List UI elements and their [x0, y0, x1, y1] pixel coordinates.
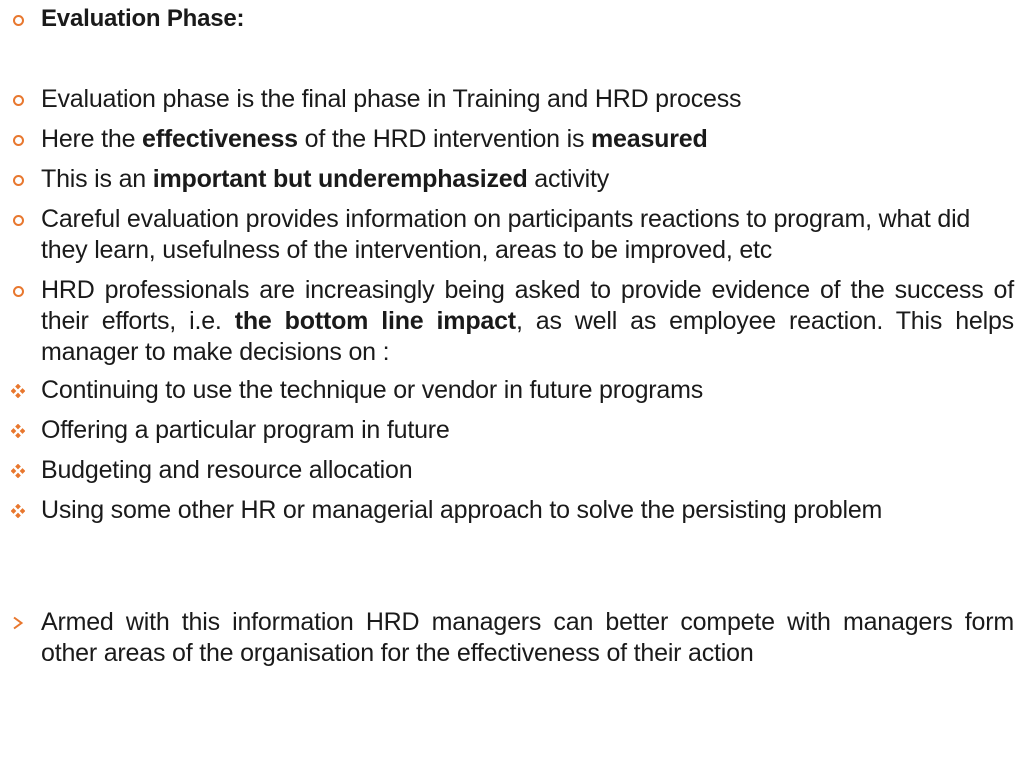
- conclusion-text: Armed with this information HRD managers can better compete with managers form other areas of the organisation for the effectiveness of their action: [41, 608, 1014, 667]
- bullet-text-part: activity: [527, 165, 610, 193]
- circle-bullet-icon: [10, 12, 26, 28]
- bullet-text: Evaluation phase is the final phase in Training and HRD process: [41, 85, 742, 113]
- section-heading: Evaluation Phase:: [41, 5, 245, 32]
- emphasis-measured: measured: [591, 125, 708, 153]
- bullet-text-part: HRD professionals are increasingly being asked to provide evidence of the success of their efforts, i.e.: [41, 276, 1014, 335]
- bullet-text: Careful evaluation provides information on participants reactions to program, what did they learn, usefulness of the intervention, areas to be improved, etc: [41, 205, 971, 264]
- diamond-bullet-icon: [10, 503, 26, 519]
- bullet-text-part: Here the: [41, 125, 143, 153]
- diamond-bullet-icon: [10, 423, 26, 439]
- bullet-text: [41, 275, 1014, 368]
- diamond-bullet-icon: [10, 383, 26, 399]
- diamond-bullet-icon: [10, 463, 26, 479]
- bullet-text-part: This is an: [41, 165, 153, 193]
- sub-bullet-text: Offering a particular program in future: [41, 416, 450, 444]
- circle-bullet-icon: [10, 92, 26, 108]
- arrow-bullet-icon: [10, 615, 26, 631]
- bullet-text: [41, 164, 1014, 195]
- emphasis-important: important but underemphasized: [152, 165, 528, 193]
- bullet-text-part: , as well as employee reaction. This helps manager to make decisions on :: [41, 307, 1014, 366]
- sub-bullet-text: Continuing to use the technique or vendor in future programs: [41, 376, 704, 404]
- sub-bullet-text: Budgeting and resource allocation: [41, 456, 413, 484]
- circle-bullet-icon: [10, 172, 26, 188]
- bullet-text: [41, 124, 1014, 155]
- emphasis-effectiveness: effectiveness: [142, 125, 298, 153]
- bullet-text-part: of the HRD intervention is: [297, 125, 592, 153]
- circle-bullet-icon: [10, 132, 26, 148]
- circle-bullet-icon: [10, 283, 26, 299]
- sub-bullet-text: Using some other HR or managerial approach to solve the persisting problem: [41, 496, 883, 524]
- circle-bullet-icon: [10, 212, 26, 228]
- emphasis-bottom-line: the bottom line impact: [234, 307, 516, 335]
